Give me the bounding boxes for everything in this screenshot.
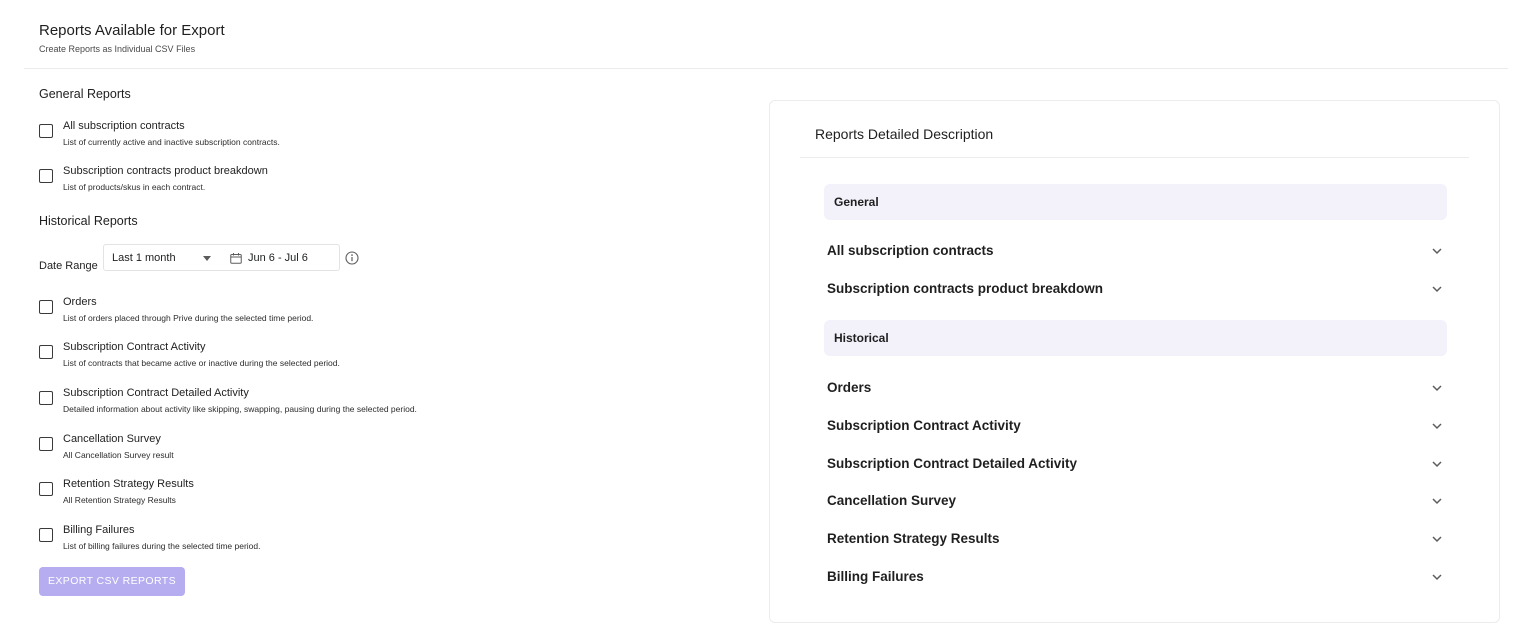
page-subtitle: Create Reports as Individual CSV Files <box>39 44 196 54</box>
accordion-item-subscription-contract-detailed-activity[interactable] <box>827 452 1443 476</box>
page-header <box>39 22 225 55</box>
checkbox-icon[interactable] <box>39 169 53 183</box>
chevron-down-icon <box>1431 533 1443 545</box>
panel-divider <box>800 157 1469 158</box>
accordion-item-cancellation-survey[interactable] <box>827 489 1443 513</box>
group-header-historical: Historical <box>824 320 1447 356</box>
report-name: Retention Strategy Results <box>63 478 194 490</box>
report-item-product-breakdown <box>39 165 559 199</box>
report-name: Cancellation Survey <box>63 433 161 445</box>
report-description: List of orders placed through Prive during the selected time period. <box>63 313 314 323</box>
historical-reports-heading: Historical Reports <box>39 214 138 228</box>
checkbox-icon[interactable] <box>39 528 53 542</box>
info-icon[interactable] <box>345 251 359 265</box>
accordion-label: Subscription contracts product breakdown <box>827 281 1104 296</box>
date-range-select-value: Last 1 month <box>112 252 176 264</box>
chevron-down-icon <box>1431 283 1443 295</box>
header-divider <box>24 68 1508 69</box>
page-title: Reports Available for Export <box>39 22 225 39</box>
report-name: Orders <box>63 296 97 308</box>
accordion-label: Subscription Contract Activity <box>827 418 1021 433</box>
report-name: Billing Failures <box>63 524 135 536</box>
checkbox-icon[interactable] <box>39 391 53 405</box>
general-reports-heading: General Reports <box>39 87 131 101</box>
report-name: Subscription Contract Detailed Activity <box>63 387 249 399</box>
accordion-item-all-subscription-contracts[interactable] <box>827 239 1443 263</box>
date-range-select[interactable] <box>103 244 222 271</box>
report-item-billing-failures <box>39 524 559 558</box>
accordion-item-retention-strategy-results[interactable] <box>827 527 1443 551</box>
accordion-item-billing-failures[interactable] <box>827 565 1443 589</box>
reports-description-panel <box>769 100 1500 623</box>
report-item-subscription-contract-activity <box>39 341 559 375</box>
report-description: All Cancellation Survey result <box>63 450 174 460</box>
date-range-label: Date Range <box>39 260 98 272</box>
accordion-label: Retention Strategy Results <box>827 531 1000 546</box>
report-item-subscription-contract-detailed-activity <box>39 387 559 421</box>
report-description: List of currently active and inactive subscription contracts. <box>63 137 280 147</box>
accordion-label: Cancellation Survey <box>827 493 957 508</box>
report-item-orders <box>39 296 559 330</box>
report-description: Detailed information about activity like skipping, swapping, pausing during the selected period. <box>63 404 417 414</box>
date-range-value: Jun 6 - Jul 6 <box>248 252 308 264</box>
accordion-label: Billing Failures <box>827 569 924 584</box>
panel-title: Reports Detailed Description <box>815 126 994 142</box>
accordion-item-product-breakdown[interactable] <box>827 277 1443 301</box>
report-name: All subscription contracts <box>63 120 185 132</box>
chevron-down-icon <box>1431 495 1443 507</box>
report-description: List of contracts that became active or inactive during the selected period. <box>63 358 340 368</box>
report-description: List of products/skus in each contract. <box>63 182 206 192</box>
report-name: Subscription contracts product breakdown <box>63 165 268 177</box>
checkbox-icon[interactable] <box>39 300 53 314</box>
calendar-icon <box>230 253 242 264</box>
report-item-all-subscription-contracts <box>39 120 559 154</box>
export-csv-reports-button[interactable]: EXPORT CSV REPORTS <box>39 567 185 596</box>
group-header-general: General <box>824 184 1447 220</box>
checkbox-icon[interactable] <box>39 124 53 138</box>
chevron-down-icon <box>1431 571 1443 583</box>
report-description: List of billing failures during the selected time period. <box>63 541 261 551</box>
accordion-label: Orders <box>827 380 872 395</box>
report-description: All Retention Strategy Results <box>63 495 176 505</box>
checkbox-icon[interactable] <box>39 437 53 451</box>
chevron-down-icon <box>1431 245 1443 257</box>
caret-down-icon <box>203 256 211 261</box>
checkbox-icon[interactable] <box>39 482 53 496</box>
checkbox-icon[interactable] <box>39 345 53 359</box>
date-range-picker[interactable] <box>221 244 340 271</box>
accordion-label: All subscription contracts <box>827 243 994 258</box>
chevron-down-icon <box>1431 458 1443 470</box>
chevron-down-icon <box>1431 382 1443 394</box>
chevron-down-icon <box>1431 420 1443 432</box>
accordion-item-subscription-contract-activity[interactable] <box>827 414 1443 438</box>
report-name: Subscription Contract Activity <box>63 341 206 353</box>
report-item-retention-strategy-results <box>39 478 559 512</box>
report-item-cancellation-survey <box>39 433 559 467</box>
accordion-label: Subscription Contract Detailed Activity <box>827 456 1078 471</box>
accordion-item-orders[interactable] <box>827 376 1443 400</box>
